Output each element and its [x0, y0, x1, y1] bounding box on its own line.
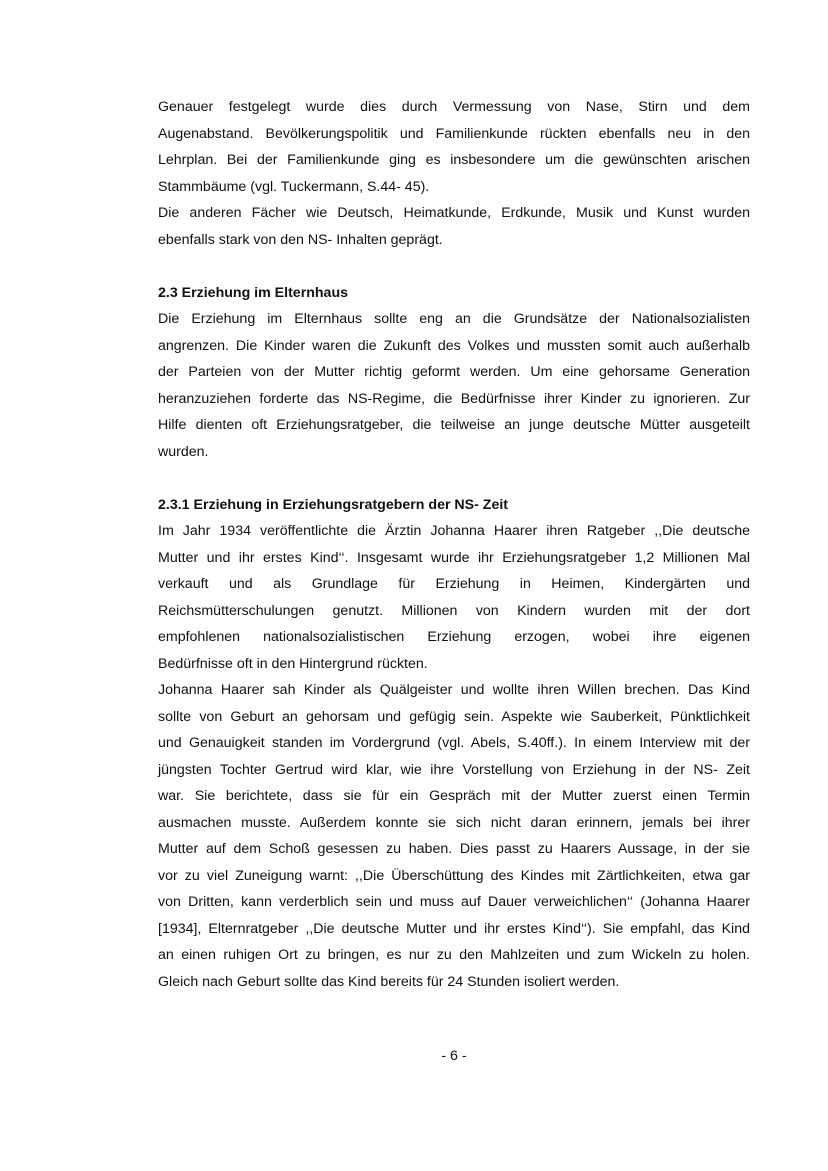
section-2-3 — [158, 280, 750, 466]
text-line: Die anderen Fächer wie Deutsch, Heimatkunde, Erdkunde, Musik und Kunst wurden — [158, 205, 750, 221]
paragraph-spacer — [158, 253, 750, 280]
text-line: Lehrplan. Bei der Familienkunde ging es insbesondere um die gewünschten arischen — [158, 152, 750, 168]
text-line: Mutter und ihr erstes Kind‘‘. Insgesamt wurde ihr Erziehungsratgeber 1,2 Millionen Mal — [158, 549, 750, 566]
text-line: Bedürfnisse oft in den Hintergrund rückten. — [158, 655, 428, 672]
text-line: jüngsten Tochter Gertrud wird klar, wie ihre Vorstellung von Erziehung in der NS- Zeit — [158, 761, 750, 778]
document-page — [158, 94, 750, 995]
paragraph — [158, 677, 750, 995]
text-line: von Dritten, kann verderblich sein und muss auf Dauer verweichlichen‘‘ (Johanna Haarer — [158, 894, 750, 910]
text-line: ebenfalls stark von den NS- Inhalten geprägt. — [158, 231, 443, 248]
paragraph — [158, 200, 750, 253]
section-heading: 2.3 Erziehung im Elternhaus — [158, 284, 349, 301]
text-line: der Parteien von der Mutter richtig geformt werden. Um eine gehorsame Generation — [158, 364, 750, 380]
text-line: an einen ruhigen Ort zu bringen, es nur zu den Mahlzeiten und zum Wickeln zu holen. — [158, 947, 750, 963]
paragraph-spacer — [158, 465, 750, 492]
text-line: Reichsmütterschulungen genutzt. Millionen von Kindern wurden mit der dort — [158, 602, 750, 619]
text-line: Genauer festgelegt wurde dies durch Vermessung von Nase, Stirn und dem — [158, 99, 750, 115]
text-line: angrenzen. Die Kinder waren die Zukunft des Volkes und mussten somit auch außerhalb — [158, 337, 750, 354]
text-line: wurden. — [158, 443, 209, 460]
text-line: sollte von Geburt an gehorsam und gefügig sein. Aspekte wie Sauberkeit, Pünktlichkeit — [158, 708, 750, 725]
section-heading: 2.3.1 Erziehung in Erziehungsratgebern der NS- Zeit — [158, 496, 509, 513]
text-line: empfohlenen nationalsozialistischen Erziehung erzogen, wobei ihre eigenen — [158, 629, 750, 645]
text-line: vor zu viel Zuneigung warnt: ,,Die Überschüttung des Kindes mit Zärtlichkeiten, etwa gar — [158, 867, 750, 884]
text-line: Hilfe dienten oft Erziehungsratgeber, die teilweise an junge deutsche Mütter ausgeteilt — [158, 417, 750, 433]
text-line: Johanna Haarer sah Kinder als Quälgeister und wollte ihren Willen brechen. Das Kind — [158, 682, 750, 698]
paragraph — [158, 94, 750, 200]
paragraph — [158, 518, 750, 677]
text-line: Mutter auf dem Schoß gesessen zu haben. Dies passt zu Haarers Aussage, in der sie — [158, 841, 750, 857]
text-line: Gleich nach Geburt sollte das Kind bereits für 24 Stunden isoliert werden. — [158, 973, 620, 990]
text-line: ausmachen musste. Außerdem konnte sie sich nicht daran erinnern, jemals bei ihrer — [158, 814, 750, 831]
text-line: Stammbäume (vgl. Tuckermann, S.44- 45). — [158, 178, 430, 195]
section-2-3-1 — [158, 492, 750, 996]
text-line: Die Erziehung im Elternhaus sollte eng an die Grundsätze der Nationalsozialisten — [158, 311, 750, 327]
text-line: Augenabstand. Bevölkerungspolitik und Familienkunde rückten ebenfalls neu in den — [158, 125, 750, 142]
text-line: Im Jahr 1934 veröffentlichte die Ärztin Johanna Haarer ihren Ratgeber ,,Die deutsche — [158, 523, 750, 539]
text-line: und Genauigkeit standen im Vordergrund (vgl. Abels, S.40ff.). In einem Interview mit der — [158, 735, 750, 751]
text-line: heranzuziehen forderte das NS-Regime, die Bedürfnisse ihrer Kinder zu ignorieren. Zur — [158, 390, 750, 407]
page-number: - 6 - — [441, 1048, 467, 1064]
text-line: verkauft und als Grundlage für Erziehung in Heimen, Kindergärten und — [158, 576, 750, 592]
text-line: war. Sie berichtete, dass sie für ein Gespräch mit der Mutter zuerst einen Termin — [158, 788, 750, 804]
text-line: [1934], Elternratgeber ,,Die deutsche Mutter und ihr erstes Kind‘‘). Sie empfahl, das Kind — [158, 920, 750, 937]
